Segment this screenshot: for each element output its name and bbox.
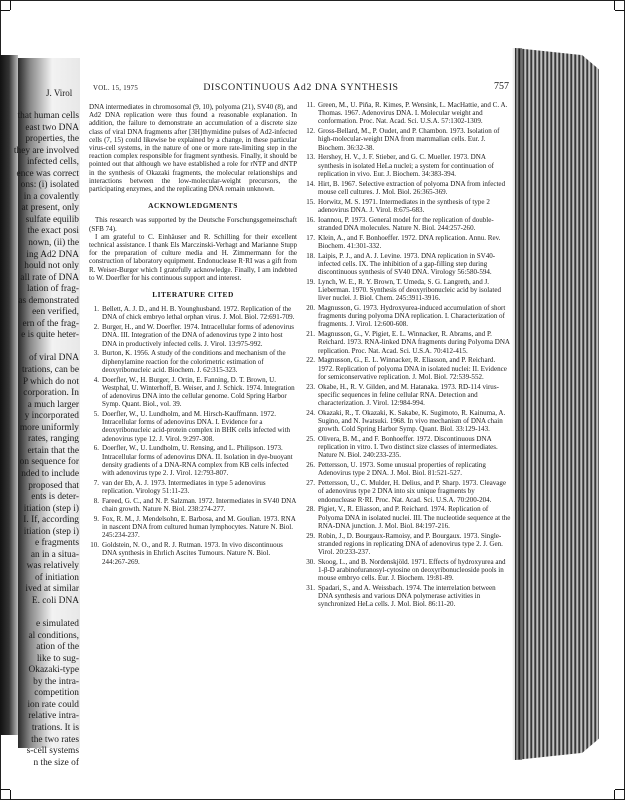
- crop-mark: [10, 0, 11, 10]
- left-page-line: I. If, according: [23, 515, 79, 526]
- left-facing-page: [13, 58, 80, 768]
- reference-entry: [89, 515, 297, 540]
- reference-number: 6.: [93, 444, 99, 453]
- reference-number: 30.: [306, 557, 315, 566]
- left-page-line: ing Ad2 DNA: [26, 249, 79, 260]
- left-page-line: as demonstrated: [18, 295, 79, 306]
- left-page-line: nded to include: [21, 468, 79, 479]
- reference-number: 14.: [306, 179, 315, 188]
- acknowledgment-paragraph: This research was supported by the Deutsche Forschungsgemeinschaft (SFB 74).: [89, 216, 297, 233]
- reference-entry: [89, 410, 297, 443]
- left-page-line: that human cells: [17, 111, 79, 121]
- reference-text: Gross-Bellard, M., P. Oudet, and P. Chambon. 1973. Isolation of high-molecular-weight DNA from mammalian cells. Eur. J. Biochem. 36:32-38.: [318, 127, 500, 152]
- reference-text: Magnusson, G., E. L. Winnacker, R. Eliasson, and P. Reichard. 1972. Replication of polyoma DNA in isolated nuclei: II. Evidence for semiconservative replication. J. Mol. Biol. 72:539-552.: [318, 356, 507, 381]
- reference-entry: [305, 356, 511, 381]
- reference-list: [305, 101, 511, 609]
- left-page-line: at present, only: [21, 203, 79, 214]
- left-page-line: Okazaki-type: [28, 665, 79, 676]
- reference-text: Magnusson, G., V. Pigiet, E. L. Winnacker, R. Abrams, and P. Reichard. 1973. RNA-linked DNA fragments during Polyoma DNA replication. Proc. Nat. Acad. Sci. U.S.A. 70:412-415.: [318, 330, 510, 355]
- reference-number: 27.: [306, 479, 315, 488]
- page-curl-shadow: [512, 48, 522, 760]
- left-page-line: ence was correct: [16, 168, 79, 179]
- left-page-line: ents is deter-: [31, 492, 79, 503]
- reference-text: Ioannou, P. 1973. General model for the replication of double-stranded DNA molecules. Nature N. Biol. 244:257-260.: [318, 215, 494, 232]
- left-page-line: al conditions,: [28, 630, 79, 641]
- left-page-line: e is quite heter-: [21, 330, 79, 341]
- left-page-line: like to sug-: [36, 653, 79, 664]
- reference-text: Laipis, P. J., and A. J. Levine. 1973. DNA replication in SV40-infected cells. IX. The inhibition of a gap-filling step during discontinuous synthesis of SV40 DNA. Virology 56:580-594.: [318, 251, 496, 277]
- left-page-header: J. Virol: [46, 88, 73, 98]
- reference-text: Doerfler, W., U. Lundholm, U. Rensing, and L. Philipson. 1973. Intracellular forms of adenovirus DNA. II. Isolation in dye-buoyant density gradients of a DNA-RNA complex from KB cells infected with adenovirus type 2. J. Virol. 12:793-807.: [102, 444, 293, 478]
- reference-text: Okabe, H., R. V. Gilden, and M. Hatanaka. 1973. RD-114 virus-specific sequences in feline cellular RNA. Detection and characterization. J. Virol. 12:984-994.: [318, 382, 499, 408]
- left-page-line: on sequence for: [19, 457, 79, 468]
- reference-text: Burger, H., and W. Doerfler. 1974. Intracellular forms of adenovirus DNA. III. Integration of the DNA of adenovirus type 2 into host DNA in productively infected cells. J. Virol. 13:975-992.: [102, 323, 294, 348]
- reference-number: 3.: [93, 349, 99, 358]
- reference-text: Goldstein, N. O., and R. J. Rutman. 1973. In vivo discontinuous DNA synthesis in Ehrlich Ascites Tumours. Nature N. Biol. 244:267-269.: [102, 541, 283, 566]
- reference-entry: [305, 435, 511, 460]
- reference-number: 9.: [93, 514, 99, 523]
- left-page-line: corporation. In: [23, 388, 79, 399]
- reference-number: 26.: [306, 461, 315, 470]
- reference-text: Spadari, S., and A. Weissbach. 1974. The interrelation between DNA synthesis and various DNA polymerase activities in synchronized HeLa cells. J. Mol. Biol. 86:11-20.: [318, 584, 496, 609]
- reference-text: Horwitz, M. S. 1971. Intermediates in the synthesis of type 2 adenovirus DNA. J. Virol. 8:675-683.: [318, 197, 490, 214]
- reference-text: Pigiet, V., R. Eliasson, and P. Reichard. 1974. Replication of Polyoma DNA in isolated nuclei. III. The nucleotide sequence at the RNA-DNA junction. J. Mol. Biol. 84:197-216.: [318, 505, 511, 530]
- left-page-line: s-cell systems: [26, 746, 79, 757]
- crop-mark: [615, 10, 625, 11]
- reference-text: Pettersson, U., C. Mulder, H. Delius, and P. Sharp. 1973. Cleavage of adenovirus type 2 DNA into six unique fragments by endonuclease R·RI. Proc. Nat. Acad. Sci. U.S.A. 70:200-204.: [318, 479, 507, 504]
- acknowledgment-paragraph: I am grateful to C. Einhäuser and R. Schilling for their excellent technical assistance. I thank Els Marczinski-Verhagt and Marianne Stupp for the preparation of culture media and H. Zimmermann for the construction of laboratory equipment. Endonuclease R·RI was a gift from R. Weiser-Burger which I gratefully acknowledge. Finally, I am indebted to W. Doerfler for his continuous support and interest.: [89, 232, 297, 282]
- reference-entry: [305, 505, 511, 530]
- left-page-line: trations. It is: [31, 722, 79, 733]
- reference-number: 19.: [306, 277, 315, 286]
- reference-entry: [305, 461, 511, 477]
- right-column: [305, 101, 511, 610]
- reference-entry: [305, 101, 511, 126]
- reference-text: Doerfler, W., H. Burger, J. Ortin, E. Fanning, D. T. Brown, U. Westphal, U. Winterhoff, B. Weiser, and J. Schick. 1974. Integration of adenovirus DNA into the cellular genome. Cold Spring Harbor Symp. Quant. Biol., vol. 39.: [102, 375, 295, 409]
- reference-text: Robin, J., D. Bourgaux-Ramoisy, and P. Bourgaux. 1973. Single-stranded regions in replicating DNA of adenovirus type 2. J. Gen. Virol. 20:233-237.: [318, 531, 503, 557]
- left-page-line: they are involved: [13, 145, 79, 156]
- reference-text: Hirt, B. 1967. Selective extraction of polyoma DNA from infected mouse cell cultures. J. Mol. Biol. 26:365-369.: [318, 179, 506, 196]
- left-page-line: itiation (step i): [23, 503, 79, 514]
- crop-mark: [614, 790, 615, 800]
- reference-entry: [305, 234, 511, 250]
- left-page-line: ons: (i) isolated: [20, 180, 79, 191]
- reference-entry: [305, 252, 511, 277]
- reference-number: 24.: [306, 408, 315, 417]
- reference-number: 18.: [306, 251, 315, 260]
- body-paragraph: DNA intermediates in chromosomal (9, 10), polyoma (21), SV40 (8), and Ad2 DNA replication were thus found a reasonable explanation. In addition, the failure to demonstrate an accumulation of a discrete size class of viral DNA fragments after [3H]thymidine pulses of Ad2-infected cells (7, 15) could likewise be explained by a change, in these particular virus-cell systems, in the nature of one or more rate-limiting step in the reaction complex responsible for fragment synthesis. Finally, it should be pointed out that although we have established a role for rNTP and dNTP in the synthesis of Okazaki fragments, the molecular relationships and interactions between the low-molecular-weight precursors, the participating enzymes, and the replicating DNA remain unknown.: [89, 103, 297, 194]
- left-page-line: of viral DNA: [29, 353, 79, 364]
- left-page-line: nown, (ii) the: [28, 238, 79, 249]
- left-page-line: relative intra-: [28, 711, 79, 722]
- reference-text: Fareed, G. C., and N. P. Salzman. 1972. Intermediates in SV40 DNA chain growth. Nature N. Biol. 238:274-277.: [102, 496, 296, 514]
- left-page-line: the two rates: [31, 734, 79, 745]
- reference-number: 4.: [93, 375, 99, 384]
- reference-entry: [89, 444, 297, 477]
- left-page-line: itiation (step i): [23, 526, 79, 537]
- reference-entry: [305, 532, 511, 557]
- left-page-line: y incorporated: [24, 411, 79, 422]
- left-page-line: infected cells,: [26, 157, 79, 168]
- reference-entry: [305, 278, 511, 303]
- reference-number: 12.: [306, 127, 315, 136]
- reference-number: 29.: [306, 531, 315, 540]
- reference-number: 7.: [93, 478, 99, 487]
- left-page-line: lation of frag-: [26, 284, 79, 295]
- reference-number: 21.: [306, 330, 315, 339]
- page-edge-stack: [515, 48, 599, 760]
- reference-number: 31.: [306, 584, 315, 593]
- left-page-line: ion rate could: [27, 699, 79, 710]
- acknowledgments-heading: ACKNOWLEDGMENTS: [148, 201, 238, 211]
- left-page-line: proposed that: [28, 480, 79, 491]
- reference-number: 1.: [93, 305, 99, 314]
- left-page-line: an in a situa-: [30, 549, 79, 560]
- reference-list: [89, 305, 297, 565]
- reference-entry: [305, 216, 511, 232]
- left-page-line: competition: [34, 688, 79, 699]
- reference-number: 8.: [93, 496, 99, 505]
- reference-text: Magnusson, G. 1973. Hydroxyurea-induced accumulation of short fragments during polyoma DNA replication. I. Characterization of fragments. J. Virol. 12:600-608.: [318, 304, 506, 329]
- reference-entry: [89, 349, 297, 374]
- left-page-line: ation of the: [36, 642, 79, 653]
- left-page-line: e simulated: [36, 619, 79, 630]
- reference-number: 10.: [90, 541, 99, 550]
- reference-text: Olivera, B. M., and F. Bonhoeffer. 1972. Discontinuous DNA replication in vitro. I. Two distinct size classes of intermediates. Nature N. Biol. 240:233-235.: [318, 435, 498, 460]
- literature-heading: LITERATURE CITED: [152, 290, 234, 300]
- reference-number: 2.: [93, 323, 99, 332]
- left-page-line: ertain that the: [27, 445, 79, 456]
- reference-number: 16.: [306, 215, 315, 224]
- reference-entry: [89, 479, 297, 495]
- left-page-line: E. coli DNA: [31, 595, 79, 606]
- reference-text: Green, M., U. Piña, R. Kimes, P. Wensink, L. MacHattie, and C. A. Thomas. 1967. Adenovirus DNA. I. Molecular weight and conformation. Proc. Nat. Acad. Sci. U.S.A. 57:1302-1309.: [318, 101, 508, 126]
- reference-text: Skoog, L., and B. Nordenskjöld. 1971. Effects of hydroxyurea and 1-β-D arabinofuranosyl-cytosine on deoxyribonucleoside pools in mouse embryo cells. Eur. J. Biochem. 19:81-89.: [318, 557, 506, 583]
- reference-entry: [305, 558, 511, 583]
- reference-entry: [305, 330, 511, 355]
- reference-text: Lynch, W. E., R. Y. Brown, T. Umeda, S. G. Langreth, and J. Lieberman. 1970. Synthesis of deoxyribonucleic acid by isolated liver nuclei. J. Biol. Chem. 245:3911-3916.: [318, 277, 501, 303]
- reference-entry: [305, 409, 511, 434]
- left-page-line: ived at similar: [25, 584, 79, 595]
- left-column: [89, 103, 297, 567]
- crop-mark: [0, 10, 10, 11]
- crop-mark: [615, 789, 625, 790]
- left-page-line: a much larger: [27, 399, 79, 410]
- reference-entry: [305, 127, 511, 152]
- reference-entry: [305, 180, 511, 196]
- reference-text: Burton, K. 1956. A study of the conditions and mechanism of the diphenylamine reaction for the colorimetric estimation of deoxyribonucleic acid. Biochem. J. 62:315-323.: [102, 349, 286, 374]
- reference-entry: [305, 153, 511, 178]
- reference-text: Okazaki, R., T. Okazaki, K. Sakabe, K. Sugimoto, R. Kainuma, A. Sugino, and N. Iwatsuki. 1968. In vivo mechanism of DNA chain growth. Cold Spring Harbor Symp. Quant. Biol. 33:129-143.: [318, 408, 506, 434]
- reference-entry: [89, 305, 297, 321]
- reference-text: Hershey, H. V., J. F. Stieber, and G. C. Mueller. 1973. DNA synthesis in isolated HeLa nuclei; a system for continuation of replication in vivo. Eur. J. Biochem. 34:383-394.: [318, 153, 494, 178]
- left-page-text: [14, 111, 79, 769]
- reference-text: van der Eb, A. J. 1973. Intermediates in type 5 adenovirus replication. Virology 51:11-23.: [102, 478, 266, 496]
- reference-entry: [305, 198, 511, 214]
- reference-number: 17.: [306, 233, 315, 242]
- reference-number: 11.: [306, 101, 315, 109]
- reference-number: 28.: [306, 505, 315, 514]
- reference-entry: [305, 479, 511, 504]
- left-page-line: properties, the: [25, 134, 79, 145]
- reference-text: Pettersson, U. 1973. Some unusual properties of replicating Adenovirus type 2 DNA. J. Mol. Biol. 81:521-527.: [318, 461, 486, 478]
- left-page-line: rates, ranging: [27, 434, 79, 445]
- reference-number: 22.: [306, 356, 315, 365]
- journal-page: [83, 80, 513, 760]
- left-page-line: e fragments: [35, 538, 79, 549]
- reference-entry: [305, 304, 511, 329]
- left-page-line: all rate of DNA: [20, 272, 79, 283]
- left-page-line: trations, can be: [21, 365, 79, 376]
- running-title: DISCONTINUOUS Ad2 DNA SYNTHESIS: [203, 82, 399, 93]
- reference-number: 5.: [93, 410, 99, 419]
- reference-number: 13.: [306, 153, 315, 162]
- reference-number: 25.: [306, 435, 315, 444]
- crop-mark: [0, 789, 10, 790]
- reference-number: 15.: [306, 197, 315, 206]
- left-page-line: of initiation: [34, 572, 79, 583]
- reference-number: 20.: [306, 304, 315, 313]
- reference-text: Bellett, A. J. D., and H. B. Younghusband. 1972. Replication of the DNA of chick embryo lethal orphan virus. J. Mol. Biol. 72:691-709.: [102, 305, 295, 322]
- reference-entry: [305, 383, 511, 408]
- crop-mark: [10, 790, 11, 800]
- reference-entry: [89, 323, 297, 348]
- reference-text: Klein, A., and F. Bonhoeffer. 1972. DNA replication. Annu. Rev. Biochem. 41:301-332.: [318, 233, 501, 250]
- left-page-line: east two DNA: [25, 122, 79, 133]
- left-page-line: een verified,: [32, 307, 79, 318]
- left-page-line: [14, 608, 79, 620]
- reference-text: Doerfler, W., U. Lundholm, and M. Hirsch-Kauffmann. 1972. Intracellular forms of adenovirus DNA. I. Evidence for a deoxyribonucleic acid-protein complex in BHK cells infected with adenovirus type 12. J. Virol. 9:297-308.: [102, 410, 291, 443]
- crop-mark: [614, 0, 615, 10]
- reference-number: 23.: [306, 382, 315, 391]
- reference-entry: [89, 497, 297, 513]
- reference-text: Fox, R. M., J. Mendelsohn, E. Barbosa, and M. Goulian. 1973. RNA in nascent DNA from cultured human lymphocytes. Nature N. Biol. 245:234-237.: [102, 514, 296, 540]
- reference-entry: [89, 376, 297, 409]
- reference-entry: [305, 584, 511, 609]
- left-page-line: hould not only: [24, 261, 79, 272]
- left-page-line: P which do not: [22, 376, 79, 387]
- left-page-line: was relatively: [26, 561, 79, 572]
- reference-entry: [89, 541, 297, 566]
- page-number: 757: [494, 81, 509, 92]
- left-page-line: sulfate equilib: [25, 214, 79, 225]
- left-page-line: by the intra-: [33, 676, 79, 687]
- left-page-line: [14, 342, 79, 354]
- left-page-line: more uniformly: [19, 422, 79, 433]
- volume-label: VOL. 15, 1975: [93, 85, 139, 92]
- left-page-line: ern of the frag-: [22, 318, 79, 329]
- left-page-line: n the size of: [33, 757, 79, 768]
- left-page-line: in a covalently: [23, 191, 79, 202]
- left-page-line: the exact posi: [27, 226, 79, 237]
